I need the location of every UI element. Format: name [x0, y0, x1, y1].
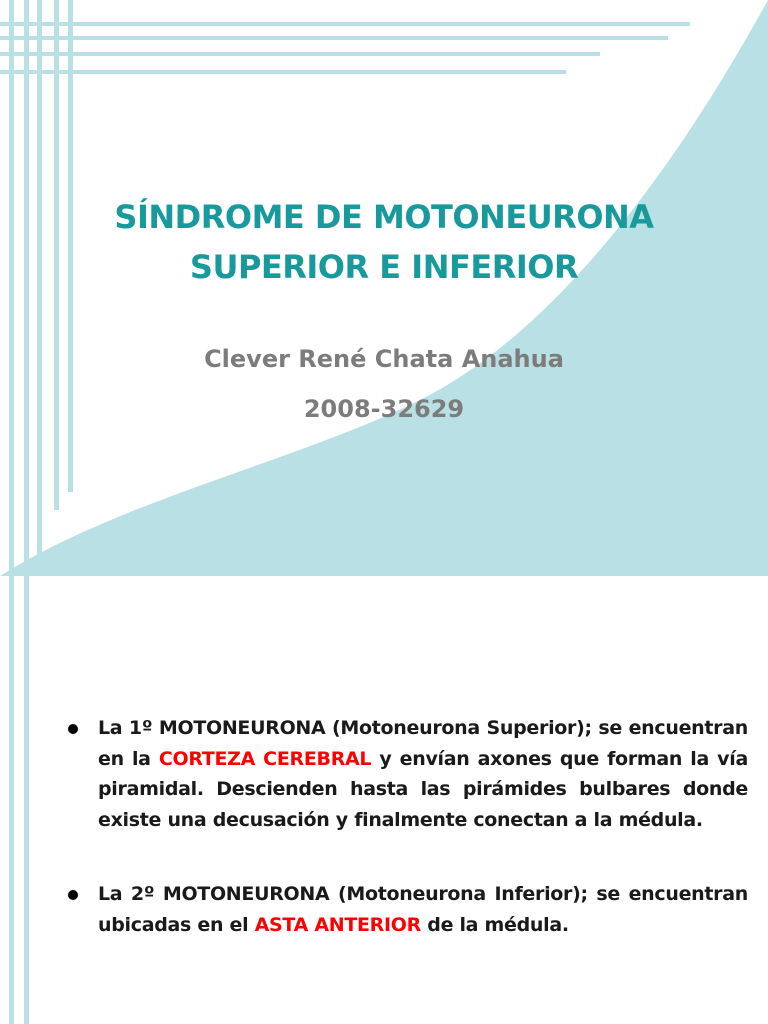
- bullet-text-start: La 2º MOTONEURONA (Motoneurona Inferior); se encuentran ubicadas en el: [98, 883, 748, 936]
- highlight-term: CORTEZA CEREBRAL: [158, 747, 372, 770]
- bullet-text-end: y envían axones que forman la vía piramidal. Descienden hasta las pirámides bulbares donde existe una decusación y finalmente conectan a la médula.: [98, 747, 748, 831]
- bullet-text: [98, 879, 748, 940]
- bullet-text: [98, 713, 748, 835]
- decorative-vertical-stripe: [24, 0, 29, 576]
- decorative-horizontal-stripe: [0, 52, 600, 56]
- slide-title-line: SÍNDROME DE MOTONEURONA: [114, 198, 654, 236]
- content-slide: [0, 576, 768, 1024]
- bullet-text-start: La 1º MOTONEURONA (Motoneurona Superior); se encuentran en la: [98, 717, 748, 770]
- highlight-term: ASTA ANTERIOR: [254, 913, 421, 936]
- bullet-item: [64, 713, 748, 835]
- bullet-marker: [68, 724, 78, 734]
- bullet-text-end: de la médula.: [420, 913, 569, 936]
- bullet-marker: [68, 890, 78, 900]
- decorative-vertical-stripe: [9, 0, 14, 576]
- decorative-horizontal-stripe: [0, 22, 690, 26]
- decorative-horizontal-stripe: [0, 36, 668, 40]
- decorative-horizontal-stripe: [0, 70, 566, 74]
- decorative-vertical-stripe: [9, 576, 14, 1024]
- decorative-vertical-stripe: [24, 576, 29, 1024]
- slide-title: [40, 192, 728, 292]
- author-name: Clever René Chata Anahua: [204, 345, 564, 373]
- author-info: [40, 334, 728, 434]
- bullet-item: [64, 879, 748, 940]
- student-code: 2008-32629: [303, 395, 465, 423]
- bullet-list: [64, 713, 748, 940]
- slide-title-line: SUPERIOR E INFERIOR: [189, 248, 579, 286]
